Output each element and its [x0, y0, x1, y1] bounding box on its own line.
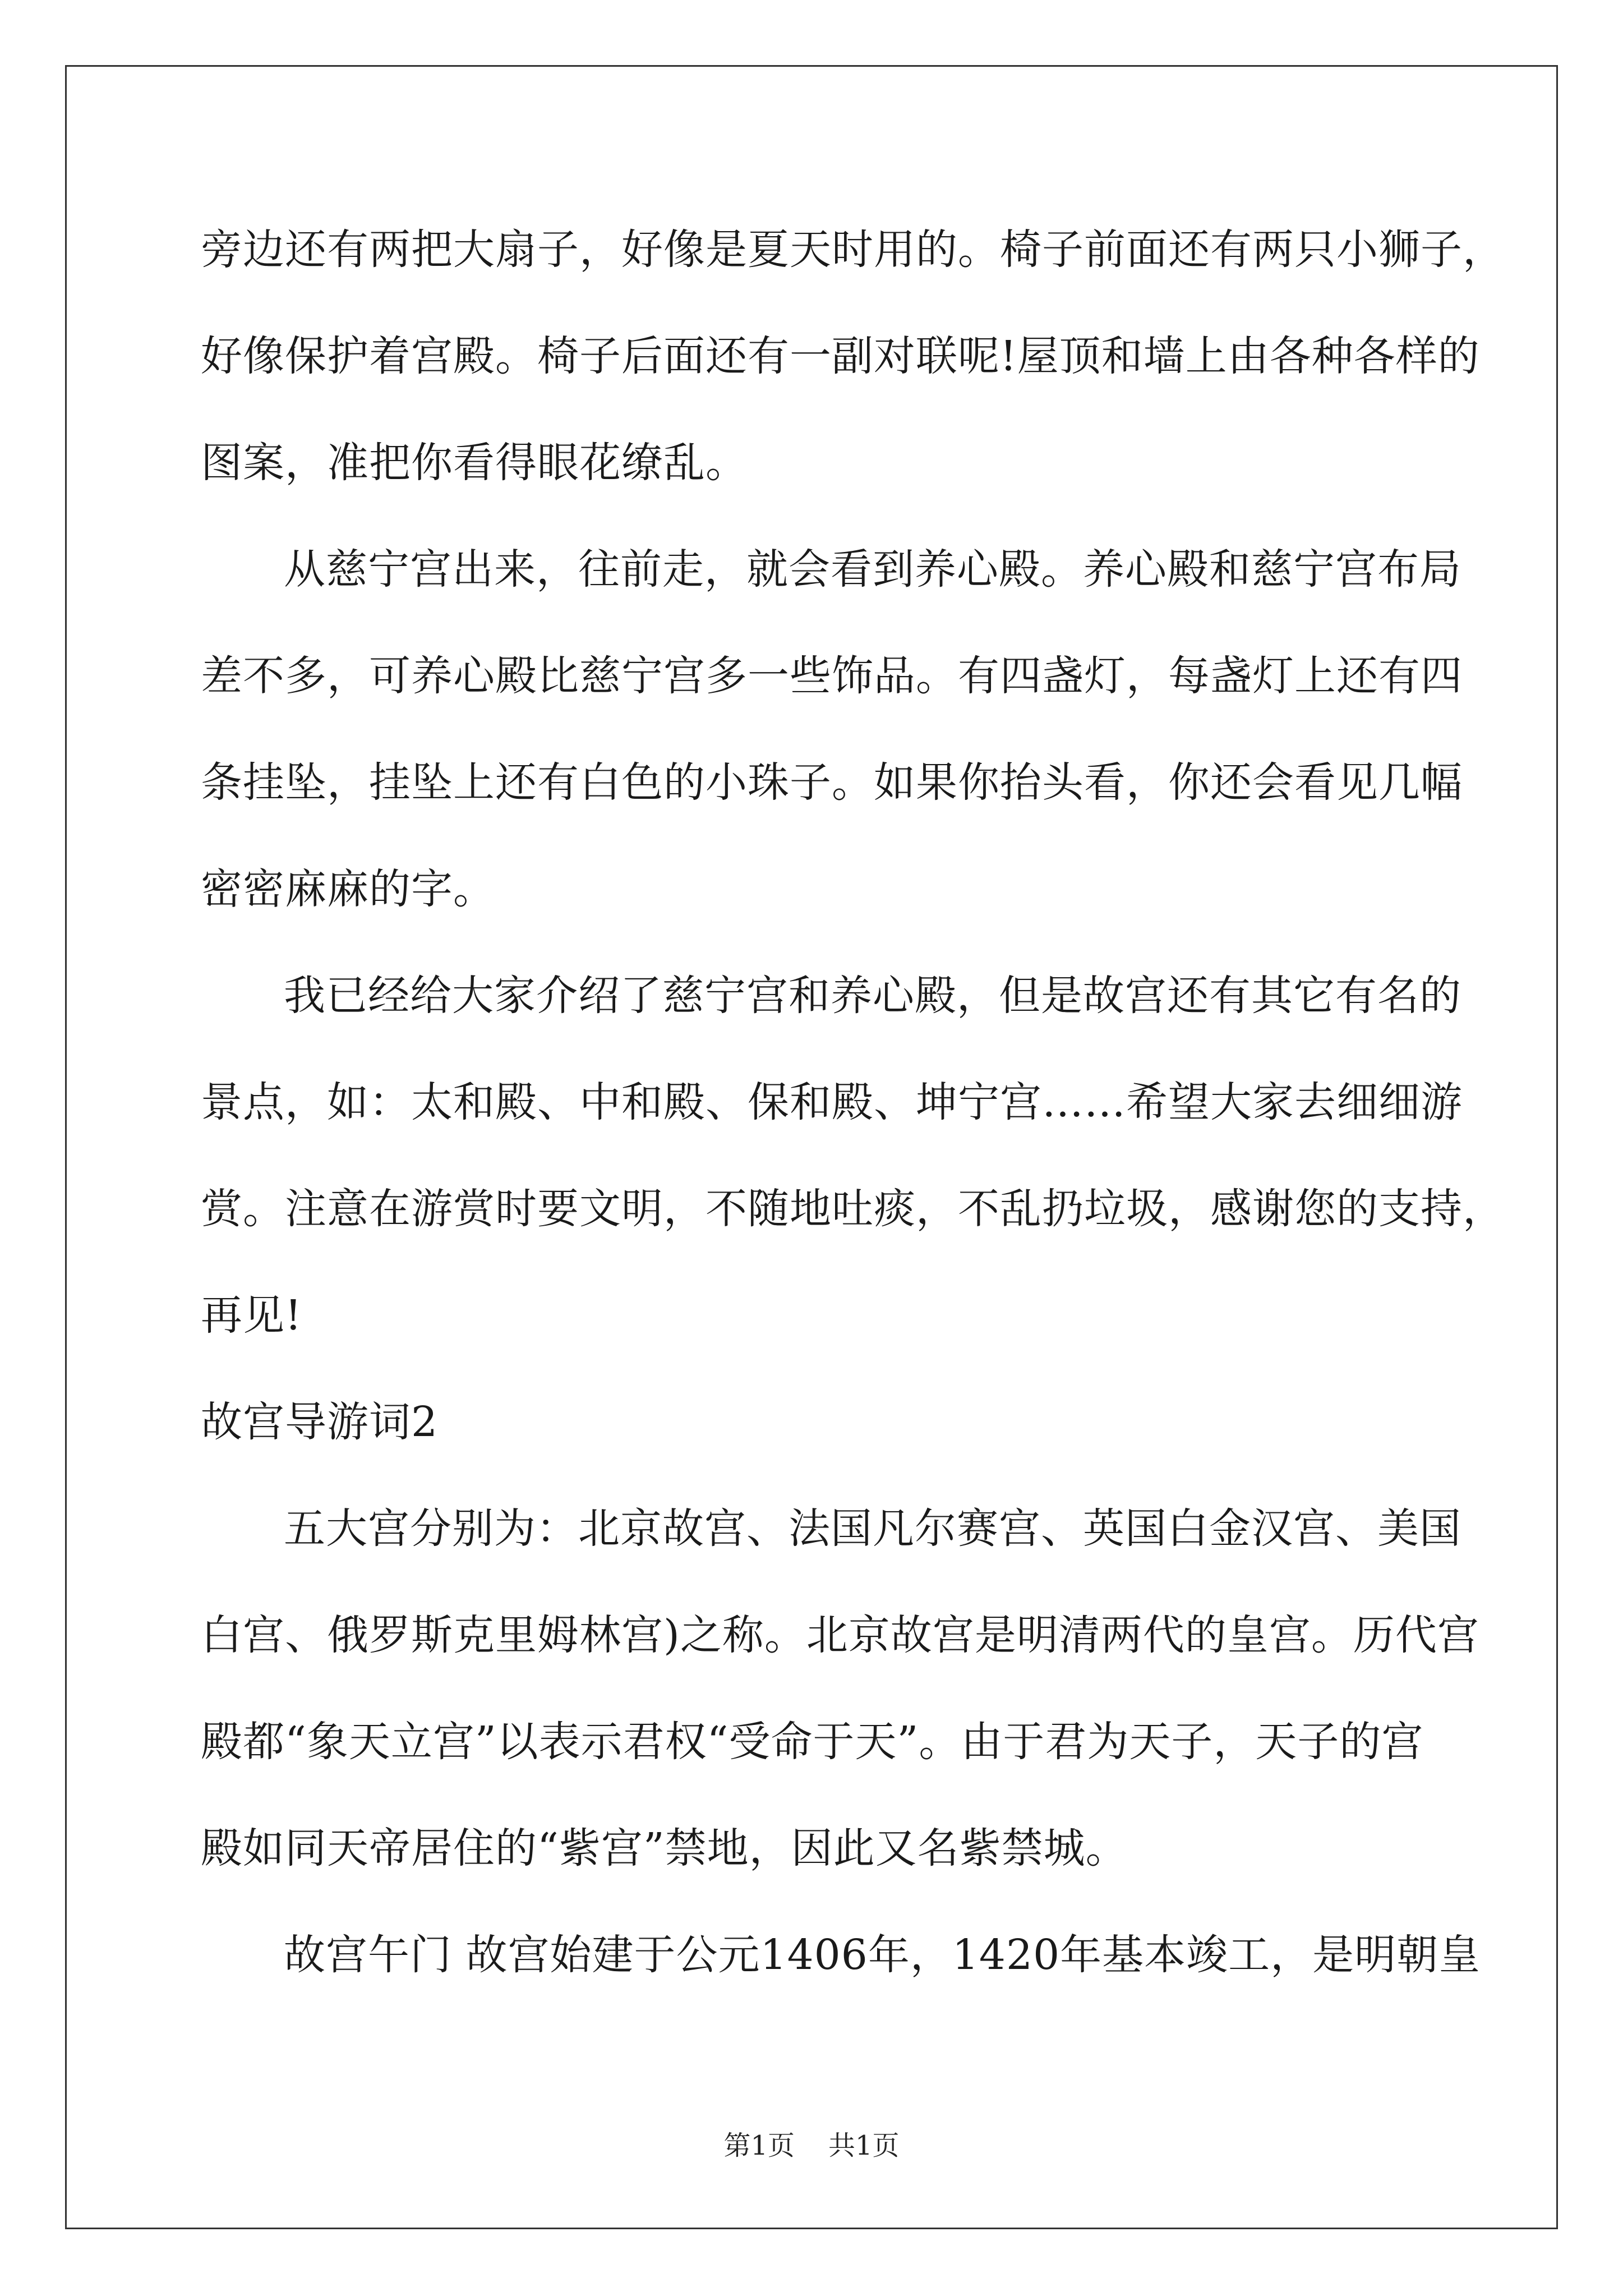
text-line-14: 白宫、俄罗斯克里姆林宫)之称。北京故宫是明清两代的皇宫。历代宫	[201, 1611, 1479, 1659]
text-line-16: 殿如同天帝居住的“紫宫”禁地，因此又名紫禁城。	[201, 1824, 1128, 1872]
text-line-13: 五大宫分别为：北京故宫、法国凡尔赛宫、英国白金汉宫、美国	[284, 1504, 1461, 1553]
text-line-7: 密密麻麻的字。	[201, 865, 495, 913]
text-line-3: 图案，准把你看得眼花缭乱。	[201, 439, 748, 487]
text-line-9: 景点，如：太和殿、中和殿、保和殿、坤宁宫……希望大家去细细游	[201, 1078, 1463, 1126]
text-line-11: 再见!	[201, 1291, 302, 1340]
document-body	[201, 196, 1505, 2008]
text-line-2: 好像保护着宫殿。椅子后面还有一副对联呢!屋顶和墙上由各种各样的	[201, 332, 1480, 380]
page-number-current: 第1页	[723, 2130, 795, 2161]
text-line-5: 差不多，可养心殿比慈宁宫多一些饰品。有四盏灯，每盏灯上还有四	[201, 652, 1463, 700]
page-number-total: 共1页	[828, 2130, 900, 2161]
text-line-17: 故宫午门 故宫始建于公元1406年，1420年基本竣工，是明朝皇	[284, 1931, 1481, 1979]
section-heading: 故宫导游词2	[201, 1398, 439, 1446]
text-line-8: 我已经给大家介绍了慈宁宫和养心殿，但是故宫还有其它有名的	[284, 972, 1461, 1020]
text-line-4: 从慈宁宫出来，往前走，就会看到养心殿。养心殿和慈宁宫布局	[284, 545, 1461, 593]
text-line-10: 赏。注意在游赏时要文明，不随地吐痰，不乱扔垃圾，感谢您的支持，	[201, 1185, 1505, 1233]
text-line-1: 旁边还有两把大扇子，好像是夏天时用的。椅子前面还有两只小狮子，	[201, 226, 1505, 274]
text-line-6: 条挂坠，挂坠上还有白色的小珠子。如果你抬头看，你还会看见几幅	[201, 758, 1463, 807]
page-footer	[0, 2129, 1623, 2162]
text-line-15: 殿都“象天立宫”以表示君权“受命于天”。由于君为天子，天子的宫	[201, 1718, 1424, 1766]
